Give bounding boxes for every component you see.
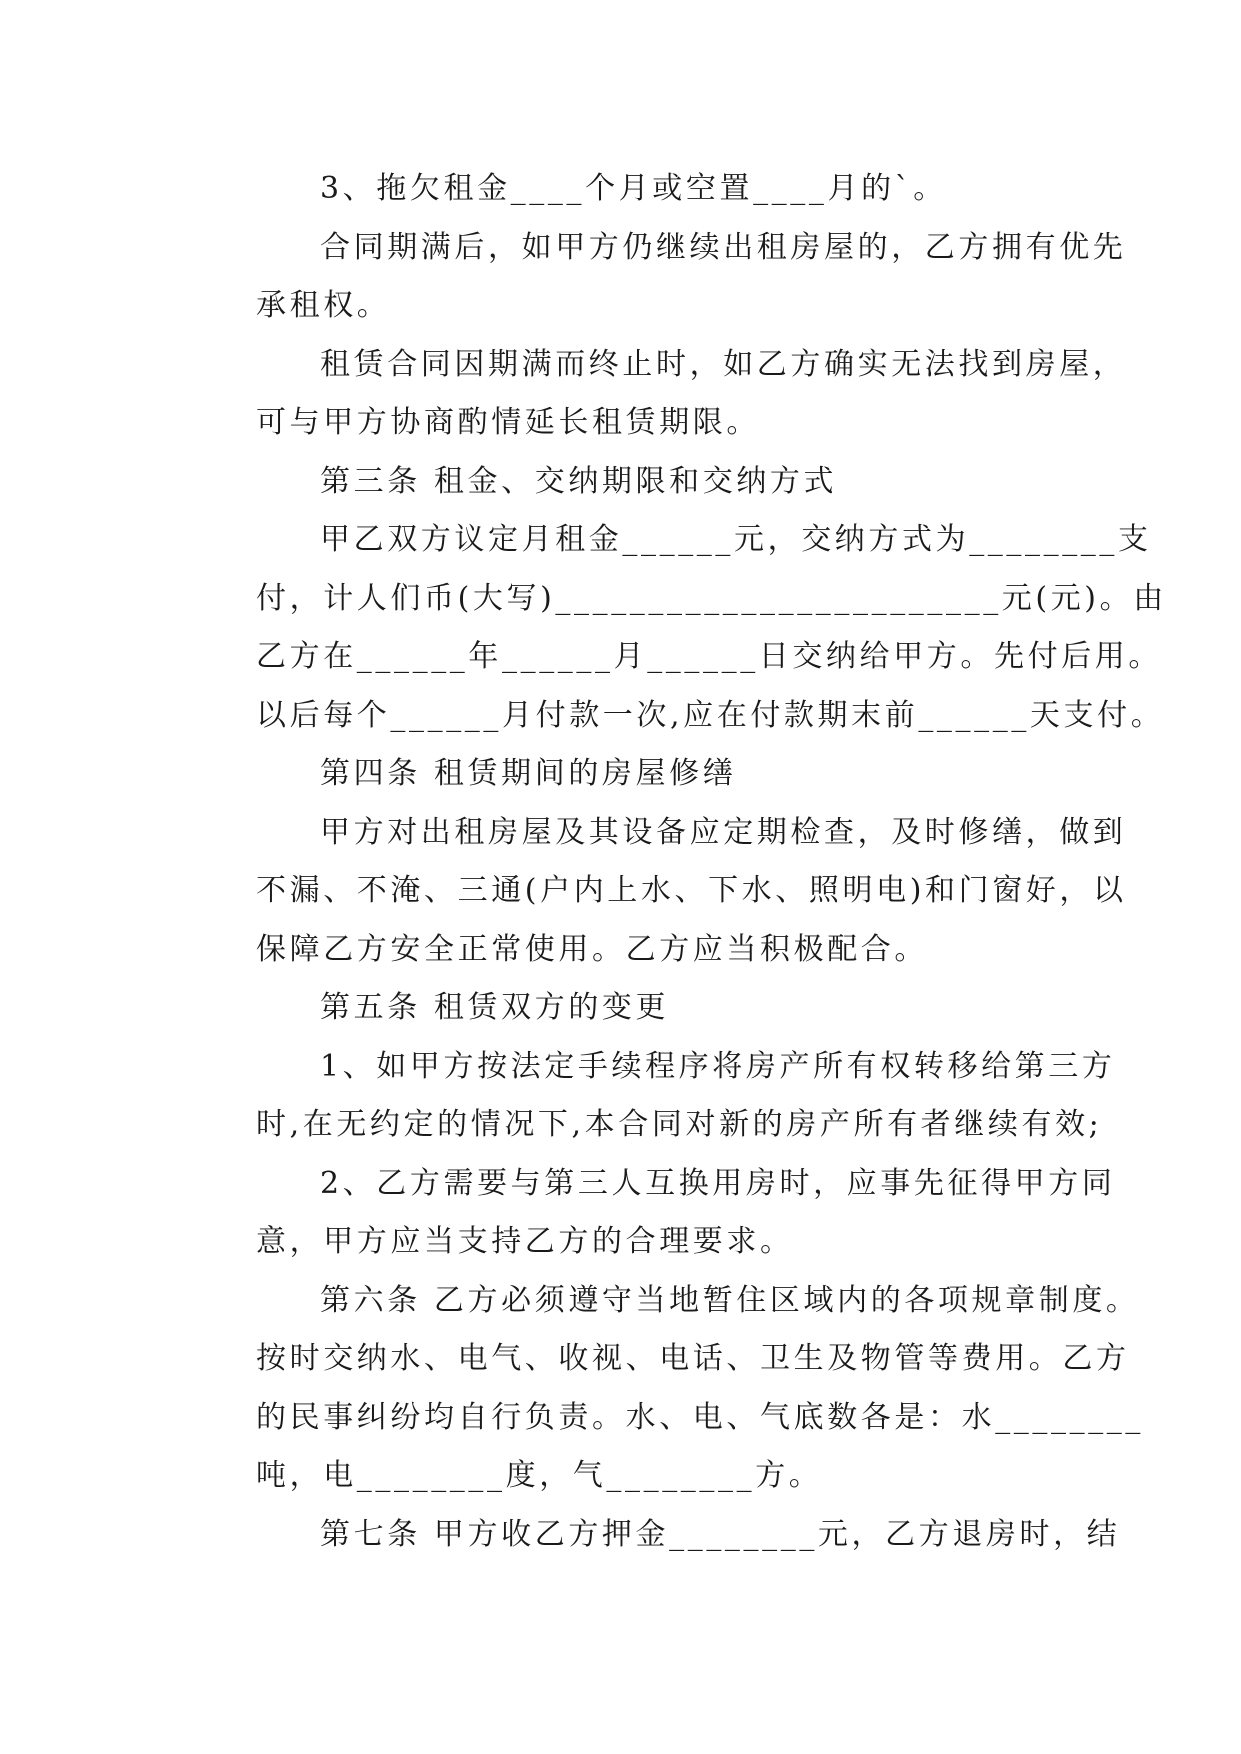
text-line: 甲乙双方议定月租金______元，交纳方式为________支 xyxy=(320,522,1152,557)
heading-article-4 xyxy=(192,745,1052,804)
text-line: 第五条 租赁双方的变更 xyxy=(320,990,670,1025)
text-line: 按时交纳水、电气、收视、电话、卫生及物管等费用。乙方 xyxy=(256,1341,1130,1376)
text-line: 不漏、不淹、三通(户内上水、下水、照明电)和门窗好，以 xyxy=(256,873,1127,908)
paragraph-ownership-transfer xyxy=(192,1038,1116,1155)
text-line: 可与甲方协商酌情延长租赁期限。 xyxy=(256,405,760,440)
paragraph-priority-renewal xyxy=(192,219,1127,336)
paragraph-extension xyxy=(192,336,1127,453)
paragraph-rent-payment xyxy=(192,511,1167,745)
text-line: 吨，电________度，气________方。 xyxy=(256,1458,823,1493)
text-line: 承租权。 xyxy=(256,288,391,323)
text-line: 第七条 甲方收乙方押金________元，乙方退房时，结 xyxy=(320,1516,1121,1552)
text-line: 第三条 租金、交纳期限和交纳方式 xyxy=(320,463,838,499)
text-line: 乙方在______年______月______日交纳给甲方。先付后用。 xyxy=(256,639,1162,674)
paragraph-article-7-deposit xyxy=(192,1506,1121,1565)
text-line: 以后每个______月付款一次,应在付款期末前______天支付。 xyxy=(256,697,1165,733)
text-line: 的民事纠纷均自行负责。水、电、气底数各是：水________ xyxy=(256,1399,1144,1435)
text-line: 2、乙方需要与第三人互换用房时，应事先征得甲方同 xyxy=(320,1165,1116,1201)
text-line: 付，计人们币(大写)________________________元(元)。由 xyxy=(256,580,1167,616)
text-line: 第六条 乙方必须遵守当地暂住区域内的各项规章制度。 xyxy=(320,1282,1140,1318)
text-line: 时,在无约定的情况下,本合同对新的房产所有者继续有效; xyxy=(256,1107,1103,1142)
heading-article-3 xyxy=(192,453,1052,512)
text-line: 合同期满后，如甲方仍继续出租房屋的，乙方拥有优先 xyxy=(320,229,1127,265)
text-line: 租赁合同因期满而终止时，如乙方确实无法找到房屋， xyxy=(320,346,1127,382)
paragraph-housing-exchange xyxy=(192,1155,1116,1272)
document-body xyxy=(192,160,1167,1564)
paragraph-article-6-regulations xyxy=(192,1272,1144,1506)
heading-article-5 xyxy=(192,979,1052,1038)
text-line: 第四条 租赁期间的房屋修缮 xyxy=(320,756,737,791)
paragraph-clause-3-arrears xyxy=(192,160,1052,219)
text-line: 保障乙方安全正常使用。乙方应当积极配合。 xyxy=(256,931,928,967)
text-line: 1、如甲方按法定手续程序将房产所有权转移给第三方 xyxy=(320,1048,1116,1084)
text-line: 甲方对出租房屋及其设备应定期检查，及时修缮，做到 xyxy=(320,814,1127,850)
text-line: 3、拖欠租金____个月或空置____月的`。 xyxy=(320,171,947,206)
text-line: 意，甲方应当支持乙方的合理要求。 xyxy=(256,1224,794,1259)
paragraph-repairs xyxy=(192,804,1127,980)
